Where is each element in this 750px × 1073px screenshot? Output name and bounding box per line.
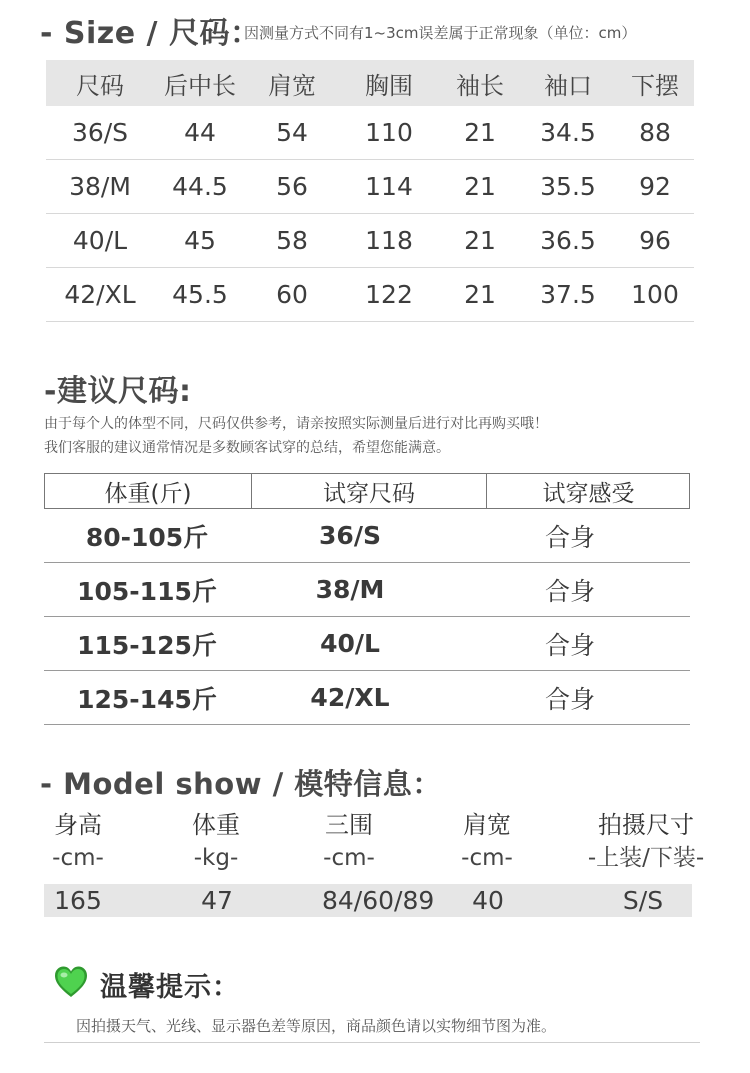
recommend-desc-line2: 我们客服的建议通常情况是多数顾客试穿的总结，希望您能满意。 <box>44 440 450 456</box>
table-cell: 122 <box>365 280 413 309</box>
table-cell: 56 <box>276 172 308 201</box>
model-value: 84/60/89 <box>322 886 435 915</box>
table-cell: 合身 <box>544 630 595 660</box>
model-unit: -cm- <box>461 845 513 871</box>
table-cell: 21 <box>464 280 496 309</box>
size-header-cell: 胸围 <box>365 71 413 100</box>
table-cell: 42/XL <box>64 280 136 309</box>
model-value: 40 <box>472 886 504 915</box>
tips-text: 因拍摄天气、光线、显示器色差等原因，商品颜色请以实物细节图为准。 <box>76 1017 557 1035</box>
table-cell: 37.5 <box>540 280 596 309</box>
recommend-desc-line1: 由于每个人的体型不同，尺码仅供参考，请亲按照实际测量后进行对比再购买哦！ <box>44 416 548 432</box>
recommend-table-header <box>44 473 690 509</box>
table-cell: 96 <box>639 226 671 255</box>
table-cell: 36/S <box>319 521 381 550</box>
table-row <box>46 106 694 160</box>
model-label: 三围 <box>325 811 373 839</box>
table-row <box>46 160 694 214</box>
model-column <box>392 808 582 874</box>
model-column <box>126 808 306 874</box>
size-header-cell: 后中长 <box>164 71 236 100</box>
table-cell: 60 <box>276 280 308 309</box>
green-heart-icon <box>53 964 89 1000</box>
size-table-header <box>46 60 694 106</box>
model-unit: -cm- <box>52 845 104 871</box>
model-unit: -上装/下装- <box>587 845 705 871</box>
table-cell: 35.5 <box>540 172 596 201</box>
table-cell: 114 <box>365 172 413 201</box>
size-note: 因测量方式不同有1~3cm误差属于正常现象（单位：cm） <box>244 24 637 42</box>
model-value: 165 <box>54 886 102 915</box>
table-cell: 92 <box>639 172 671 201</box>
size-header-cell: 下摆 <box>631 71 679 100</box>
model-unit: -kg- <box>193 845 239 871</box>
bottom-divider <box>44 1042 700 1043</box>
recommend-header-cell: 体重(斤) <box>104 480 192 507</box>
model-column <box>30 808 126 874</box>
recommend-header-cell: 试穿感受 <box>486 474 690 508</box>
table-cell: 118 <box>365 226 413 255</box>
table-cell: 44.5 <box>172 172 228 201</box>
table-cell: 42/XL <box>310 683 390 712</box>
table-cell: 45.5 <box>172 280 228 309</box>
table-cell: 合身 <box>544 684 595 714</box>
table-cell: 合身 <box>544 522 595 552</box>
recommend-header-cell: 试穿尺码 <box>251 474 486 508</box>
model-label: 身高 <box>54 811 102 839</box>
table-row <box>46 214 694 268</box>
table-row <box>46 268 694 322</box>
table-cell: 54 <box>276 118 308 147</box>
table-cell: 88 <box>639 118 671 147</box>
model-column <box>582 808 710 874</box>
table-cell: 38/M <box>69 172 131 201</box>
table-cell: 38/M <box>315 575 385 604</box>
recommend-table <box>44 473 690 725</box>
tips-title: 温馨提示： <box>100 972 240 1003</box>
table-cell: 105-115斤 <box>77 576 217 606</box>
table-cell: 21 <box>464 172 496 201</box>
model-column <box>306 808 392 874</box>
table-cell: 21 <box>464 118 496 147</box>
model-values-bar <box>44 884 692 917</box>
size-table <box>46 60 694 322</box>
table-cell: 44 <box>184 118 216 147</box>
table-row <box>44 617 690 671</box>
table-cell: 40/L <box>72 226 128 255</box>
table-cell: 125-145斤 <box>77 684 217 714</box>
table-cell: 36/S <box>71 118 129 147</box>
table-cell: 40/L <box>320 629 380 658</box>
size-title: - Size / 尺码： <box>40 16 261 51</box>
table-cell: 合身 <box>544 576 595 606</box>
size-header-cell: 肩宽 <box>268 71 316 100</box>
table-cell: 110 <box>365 118 413 147</box>
table-cell: 58 <box>276 226 308 255</box>
model-label: 体重 <box>192 811 240 839</box>
model-value: 47 <box>201 886 233 915</box>
table-cell: 34.5 <box>540 118 596 147</box>
model-unit: -cm- <box>323 845 375 871</box>
table-cell: 100 <box>631 280 679 309</box>
model-value: S/S <box>622 886 664 915</box>
table-cell: 80-105斤 <box>85 522 209 552</box>
size-header-cell: 袖口 <box>544 71 592 100</box>
table-row <box>44 509 690 563</box>
table-row <box>44 671 690 725</box>
model-title: - Model show / 模特信息： <box>40 767 442 801</box>
size-header-cell: 袖长 <box>456 71 504 100</box>
table-cell: 36.5 <box>540 226 596 255</box>
table-cell: 45 <box>184 226 216 255</box>
table-cell: 21 <box>464 226 496 255</box>
model-label: 肩宽 <box>463 811 511 839</box>
recommend-title: -建议尺码: <box>44 374 192 409</box>
table-cell: 115-125斤 <box>77 630 217 660</box>
table-row <box>44 563 690 617</box>
model-label: 拍摄尺寸 <box>598 811 694 839</box>
size-header-cell: 尺码 <box>76 71 124 100</box>
model-labels <box>30 808 710 874</box>
